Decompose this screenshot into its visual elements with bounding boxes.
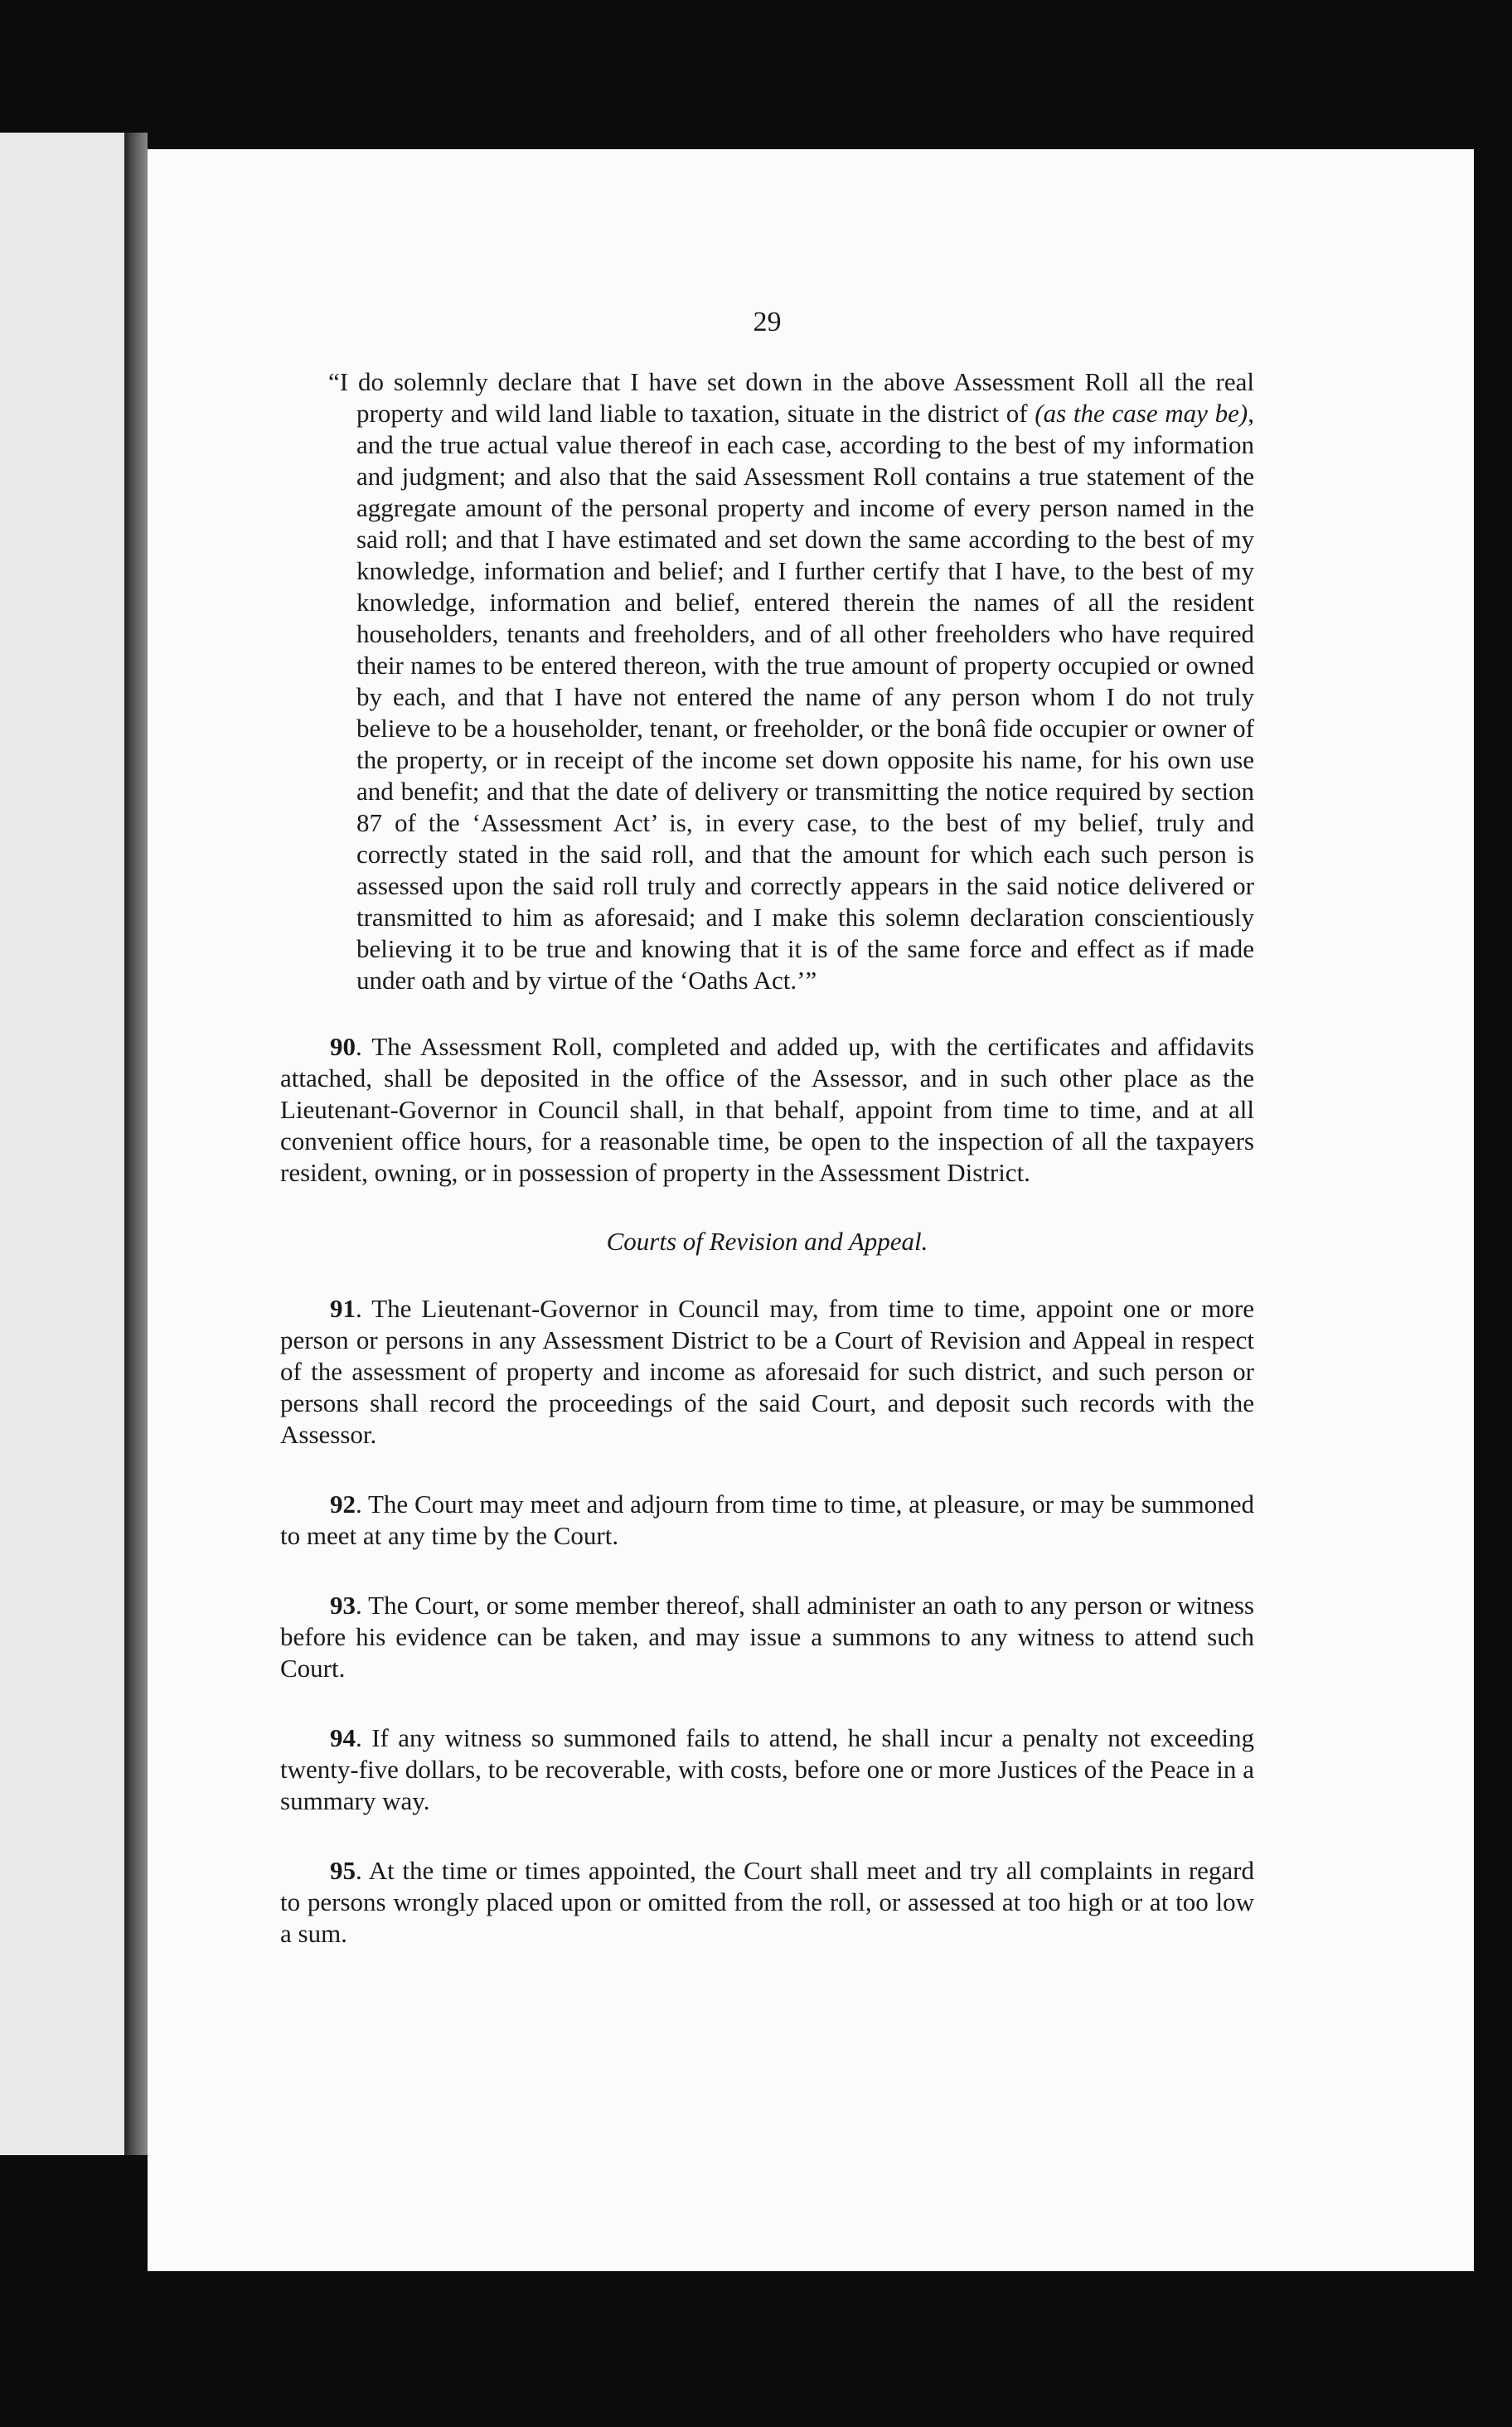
section-text: The Court may meet and adjourn from time to time, at pleasure, or may be summoned to meet at any time by the Court. xyxy=(280,1490,1254,1550)
section-text: The Lieutenant-Governor in Council may, from time to time, appoint one or more person or persons in any Assessment District to be a Court of Revision and Appeal in respect of the assessment of property and income as aforesaid for such district, and such person or persons shall record the proceedings of the said Court, and deposit such records with the Assessor. xyxy=(280,1294,1255,1449)
section-number: 93 xyxy=(330,1591,356,1620)
section-text: If any witness so summoned fails to attend, he shall incur a penalty not exceeding twenty-five dollars, to be recoverable, with costs, before one or more Justices of the Peace in a summary way. xyxy=(280,1723,1254,1815)
declaration-text-end: , and the true actual value thereof in each case, according to the best of my information and judgment; and also that the said Assessment Roll contains a true statement of the aggregate amount of the personal property and income of every person named in the said roll; and that I have estimated and set down the same according to the best of my knowledge, information and belief; and I further certify that I have, to the best of my knowledge, information and belief, entered therein the names of all the resident householders, tenants and freeholders, and of all other freeholders who have required their names to be entered thereon, with the true amount of property occupied or owned by each, and that I have not entered the name of any person whom I do not truly believe to be a householder, tenant, or freeholder, or the bonâ fide occupier or owner of the property, or in receipt of the income set down opposite his name, for his own use and benefit; and that the date of delivery or transmitting the notice required by section 87 of the ‘Assessment Act’ is, in every case, to the best of my belief, truly and correctly stated in the said roll, and that the amount for which each such person is assessed upon the said roll truly and correctly appears in the said notice delivered or transmitted to him as aforesaid; and I make this solemn declaration conscientiously believing it to be true and knowing that it is of the same force and effect as if made under oath and by virtue of the ‘Oaths Act.’” xyxy=(356,399,1254,995)
section-95: 95. At the time or times appointed, the Court shall meet and try all complaints in regard to persons wrongly placed upon or omitted from the roll, or assessed at too high or at too low a sum. xyxy=(280,1856,1255,1948)
section-93: 93. The Court, or some member thereof, shall administer an oath to any person or witness before his evidence can be taken, and may issue a summons to any witness to attend such Court. xyxy=(280,1591,1254,1683)
declaration-italic-phrase: (as the case may be) xyxy=(1035,399,1248,428)
section-text: The Assessment Roll, completed and added up, with the certificates and affidavits attached, shall be deposited in the office of the Assessor, and in such other place as the Lieutenant-Governor in Council shall, in that behalf, appoint from time to time, and at all convenient office hours, for a reasonable time, be open to the inspection of all the taxpayers resident, owning, or in possession of property in the Assessment District. xyxy=(280,1032,1254,1187)
section-90: 90. The Assessment Roll, completed and added up, with the certificates and affidavits attached, shall be deposited in the office of the Assessor, and in such other place as the Lieutenant-Governor in Council shall, in that behalf, appoint from time to time, and at all convenient office hours, for a reasonable time, be open to the inspection of all the taxpayers resident, owning, or in possession of property in the Assessment District. xyxy=(280,1032,1254,1187)
section-number: 95 xyxy=(330,1856,356,1885)
facing-page-edge xyxy=(0,133,124,2155)
page-content xyxy=(280,307,1254,1988)
book-page xyxy=(148,149,1474,2271)
declaration-paragraph xyxy=(280,366,1254,996)
section-number: 91 xyxy=(330,1294,356,1323)
section-92: 92. The Court may meet and adjourn from time to time, at pleasure, or may be summoned to meet at any time by the Court. xyxy=(280,1490,1254,1550)
section-heading: Courts of Revision and Appeal. xyxy=(606,1227,928,1256)
section-text: At the time or times appointed, the Court shall meet and try all complaints in regard to persons wrongly placed upon or omitted from the roll, or assessed at too high or at too low a sum. xyxy=(280,1856,1255,1948)
section-text: The Court, or some member thereof, shall administer an oath to any person or witness before his evidence can be taken, and may issue a summons to any witness to attend such Court. xyxy=(280,1591,1254,1683)
section-number: 92 xyxy=(330,1490,356,1519)
book-gutter xyxy=(124,133,148,2155)
declaration-text-start: “I do solemnly declare that I have set down in the above Assessment Roll all the real property and wild land liable to taxation, situate in the district of xyxy=(328,367,1254,428)
section-number: 90 xyxy=(330,1032,356,1061)
section-number: 94 xyxy=(330,1723,356,1752)
section-91: 91. The Lieutenant-Governor in Council may, from time to time, appoint one or more person or persons in any Assessment District to be a Court of Revision and Appeal in respect of the assessment of property and income as aforesaid for such district, and such person or persons shall record the proceedings of the said Court, and deposit such records with the Assessor. xyxy=(280,1294,1255,1449)
page-number: 29 xyxy=(753,307,782,337)
section-94: 94. If any witness so summoned fails to attend, he shall incur a penalty not exceeding twenty-five dollars, to be recoverable, with costs, before one or more Justices of the Peace in a summary way. xyxy=(280,1723,1254,1815)
